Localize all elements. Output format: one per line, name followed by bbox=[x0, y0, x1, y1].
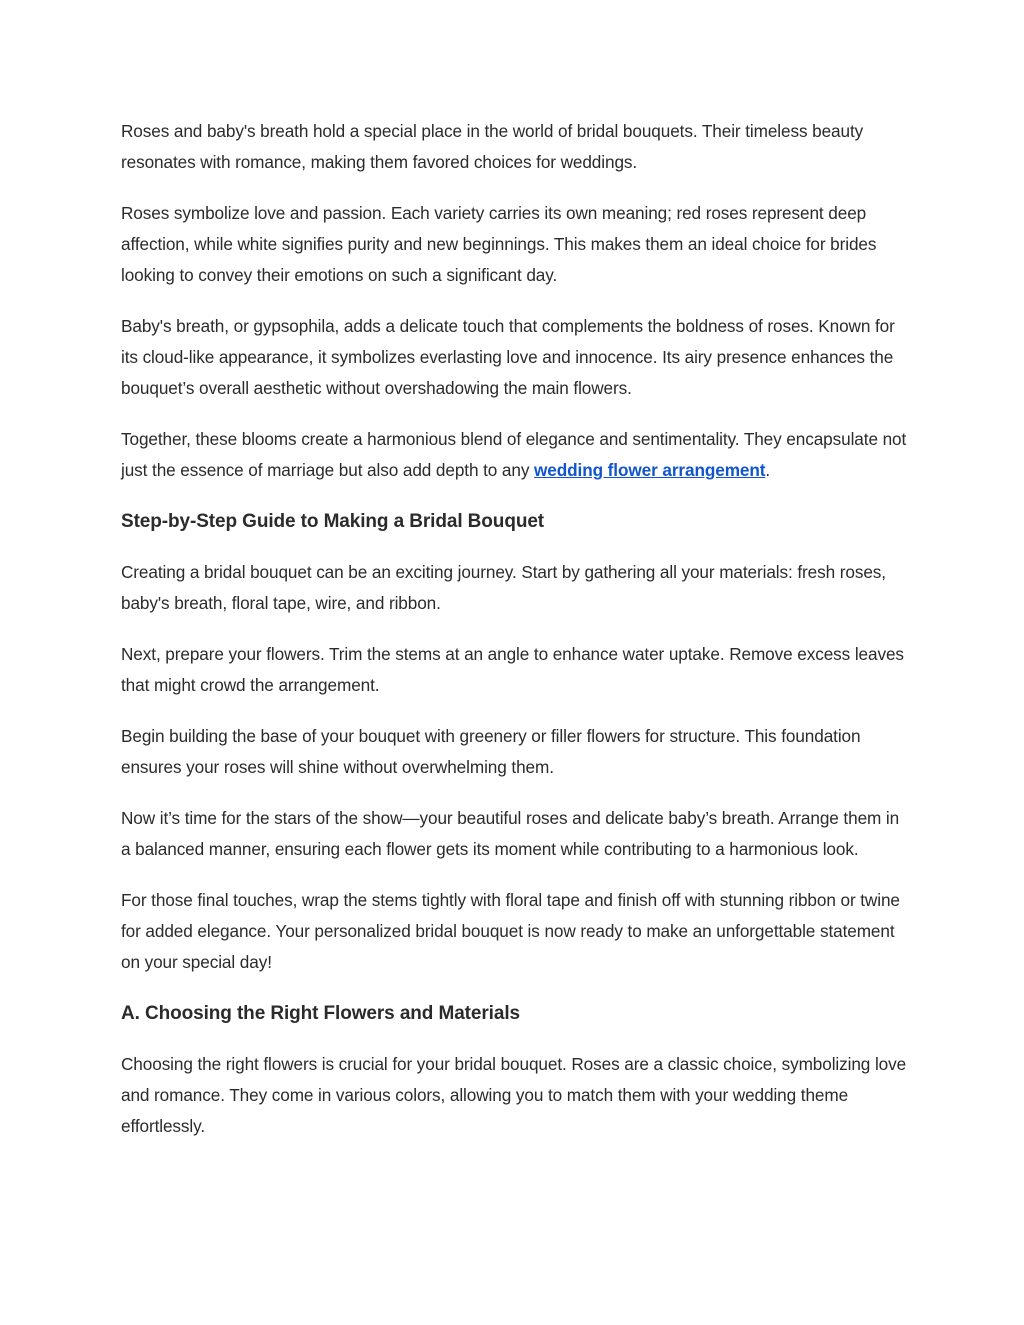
section-heading-choosing-flowers: A. Choosing the Right Flowers and Materials bbox=[121, 1003, 520, 1024]
document-page bbox=[121, 116, 911, 1162]
paragraph-build-base: Begin building the base of your bouquet with greenery or filler flowers for structure. This foundation ensures your roses will shine without overwhelming them. bbox=[121, 726, 861, 777]
paragraph-final-touches: For those final touches, wrap the stems tightly with floral tape and finish off with stunning ribbon or twine for added elegance. Your personalized bridal bouquet is now ready to make an unforgettable statement on your special day! bbox=[121, 890, 900, 972]
paragraph-together-end: . bbox=[765, 460, 771, 480]
section-heading-step-by-step: Step-by-Step Guide to Making a Bridal Bouquet bbox=[121, 511, 545, 532]
paragraph-roses-symbolism: Roses symbolize love and passion. Each variety carries its own meaning; red roses represent deep affection, while white signifies purity and new beginnings. This makes them an ideal choice for brides looking to convey their emotions on such a significant day. bbox=[121, 203, 877, 285]
paragraph-arrange: Now it’s time for the stars of the show—your beautiful roses and delicate baby’s breath. Arrange them in a balanced manner, ensuring each flower gets its moment while contributing to a harmonious look. bbox=[121, 808, 900, 859]
paragraph-babys-breath: Baby's breath, or gypsophila, adds a delicate touch that complements the boldness of roses. Known for its cloud-like appearance, it symbolizes everlasting love and innocence. Its airy presence enhances the bouquet’s overall aesthetic without overshadowing the main flowers. bbox=[121, 316, 895, 398]
paragraph-together bbox=[121, 424, 911, 486]
paragraph-intro: Roses and baby's breath hold a special place in the world of bridal bouquets. Their timeless beauty resonates with romance, making them favored choices for weddings. bbox=[121, 121, 864, 172]
paragraph-together-text: Together, these blooms create a harmonious blend of elegance and sentimentality. They encapsulate not just the essence of marriage but also add depth to any bbox=[121, 429, 907, 480]
paragraph-prepare-flowers: Next, prepare your flowers. Trim the stems at an angle to enhance water uptake. Remove excess leaves that might crowd the arrangement. bbox=[121, 644, 904, 695]
paragraph-choosing-flowers: Choosing the right flowers is crucial for your bridal bouquet. Roses are a classic choice, symbolizing love and romance. They come in various colors, allowing you to match them with your wedding theme effortlessly. bbox=[121, 1054, 907, 1136]
paragraph-gather-materials: Creating a bridal bouquet can be an exciting journey. Start by gathering all your materials: fresh roses, baby's breath, floral tape, wire, and ribbon. bbox=[121, 562, 886, 613]
wedding-flower-arrangement-link[interactable]: wedding flower arrangement bbox=[534, 460, 766, 480]
